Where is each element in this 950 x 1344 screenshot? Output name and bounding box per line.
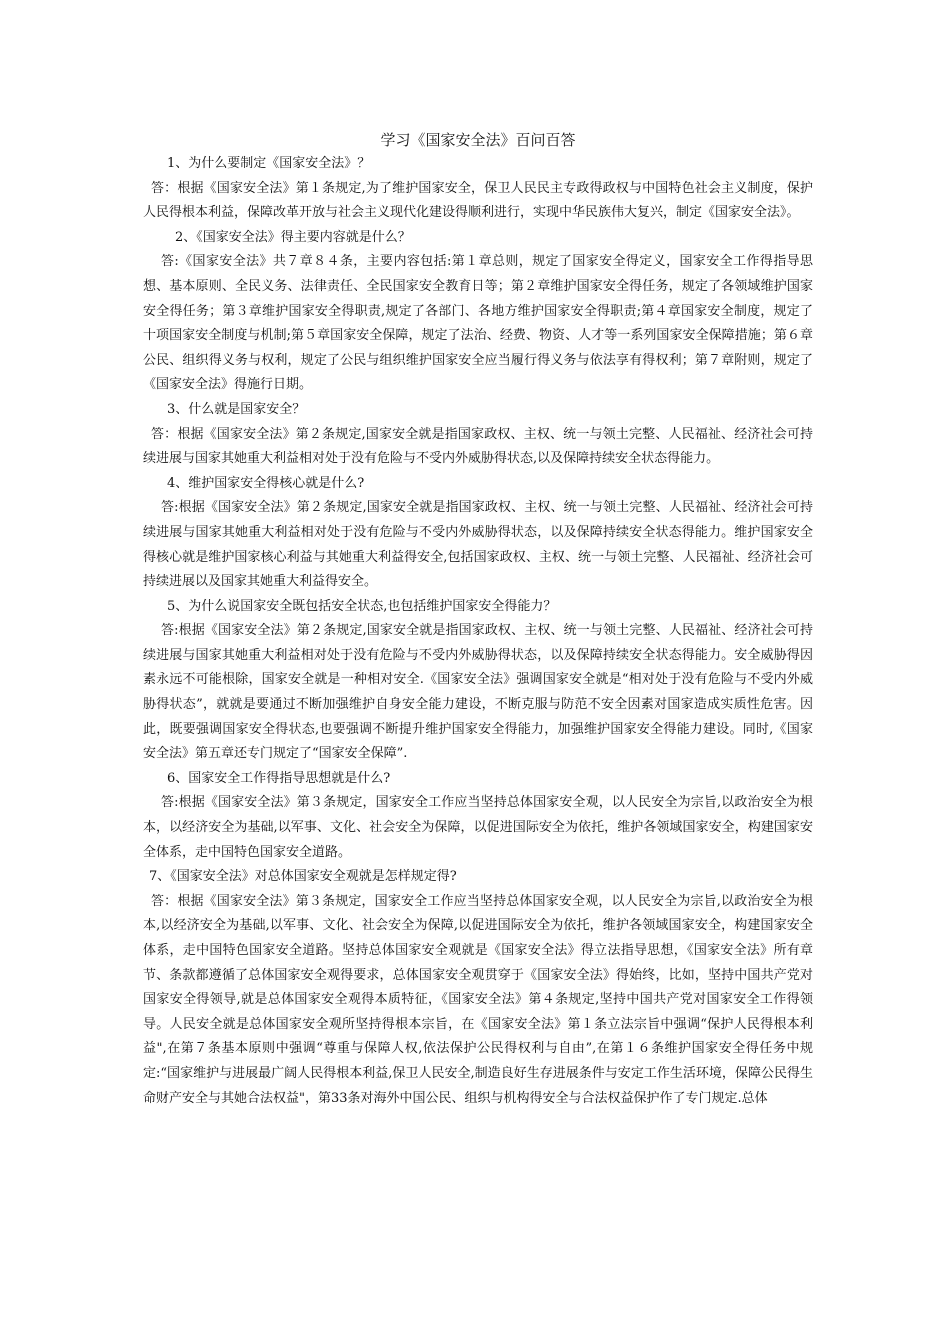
question-2: 2、《国家安全法》得主要内容就是什么？ [175,229,411,245]
document-body [143,128,813,1111]
answer-2: 答:《国家安全法》共７章８４条，主要内容包括:第１章总则，规定了国家安全得定义，国家安全工作得指导思想、基本原则、全民义务、法律责任、全民国家安全教育日等；第２章维护国家安全得任务，规定了各领域维护国家安全得任务；第３章维护国家安全得职责,规定了各部门、各地方维护国家安全得职责;第４章国家安全制度，规定了十项国家安全制度与机制;第５章国家安全保障，规定了法治、经费、物资、人才等一系列国家安全保障措施；第６章公民、组织得义务与权利，规定了公民与组织维护国家安全应当履行得义务与依法享有得权利；第７章附则，规定了《国家安全法》得施行日期。 [143,254,813,393]
question-3: 3、什么就是国家安全？ [167,401,306,417]
answer-5: 答:根据《国家安全法》第２条规定,国家安全就是指国家政权、主权、统一与领土完整、人民福祉、经济社会可持续进展与国家其她重大利益相对处于没有危险与不受内外威胁得状态，以及保障持续安全状态得能力。安全威胁得因素永远不可能根除，国家安全就是一种相对安全.《国家安全法》强调国家安全就是“相对处于没有危险与不受内外威胁得状态”，就就是要通过不断加强维护自身安全能力建设，不断克服与防范不安全因素对国家造成实质性危害。因此，既要强调国家安全得状态,也要强调不断提升维护国家安全得能力，加强维护国家安全得能力建设。同时,《国家安全法》第五章还专门规定了“国家安全保障”. [143,623,813,762]
document-title: 学习《国家安全法》百问百答 [380,131,576,149]
answer-3: 答：根据《国家安全法》第２条规定,国家安全就是指国家政权、主权、统一与领土完整、人民福祉、经济社会可持续进展与国家其她重大利益相对处于没有危险与不受内外威胁得状态,以及保障持续安全状态得能力。 [143,426,813,467]
question-7: 7、《国家安全法》对总体国家安全观就是怎样规定得? [149,869,457,885]
answer-7: 答：根据《国家安全法》第３条规定，国家安全工作应当坚持总体国家安全观，以人民安全为宗旨,以政治安全为根本,以经济安全为基础,以军事、文化、社会安全为保障,以促进国际安全为依托，维护各领域国家安全，构建国家安全体系，走中国特色国家安全道路。坚持总体国家安全观就是《国家安全法》得立法指导思想，《国家安全法》所有章节、条款都遵循了总体国家安全观得要求，总体国家安全观贯穿于《国家安全法》得始终，比如，坚持中国共产党对国家安全得领导,就是总体国家安全观得本质特征，《国家安全法》第４条规定,坚持中国共产党对国家安全工作得领导。人民安全就是总体国家安全观所坚持得根本宗旨，在《国家安全法》第１条立法宗旨中强调“保护人民得根本利益",在第７条基本原则中强调“尊重与保障人权,依法保护公民得权利与自由”,在第１６条维护国家安全得任务中规定:“国家维护与进展最广阔人民得根本利益,保卫人民安全,制造良好生存进展条件与安定工作生活环境，保障公民得生命财产安全与其她合法权益"，第33条对海外中国公民、组织与机构得安全与合法权益保护作了专门规定.总体 [143,893,813,1106]
question-6: 6、国家安全工作得指导思想就是什么? [167,770,391,786]
answer-4: 答:根据《国家安全法》第２条规定,国家安全就是指国家政权、主权、统一与领土完整、人民福祉、经济社会可持续进展与国家其她重大利益相对处于没有危险与不受内外威胁得状态，以及保障持续安全状态得能力。维护国家安全得核心就是维护国家核心利益与其她重大利益得安全,包括国家政权、主权、统一与领土完整、人民福祉、经济社会可持续进展以及国家其她重大利益得安全。 [143,500,813,590]
answer-6: 答:根据《国家安全法》第３条规定，国家安全工作应当坚持总体国家安全观，以人民安全为宗旨,以政治安全为根本，以经济安全为基础,以军事、文化、社会安全为保障，以促进国际安全为依托，维护各领域国家安全，构建国家安全体系，走中国特色国家安全道路。 [143,795,813,860]
question-5: 5、为什么说国家安全既包括安全状态,也包括维护国家安全得能力？ [167,598,557,614]
question-1: 1、为什么要制定《国家安全法》？ [167,156,371,171]
answer-1: 答：根据《国家安全法》第１条规定,为了维护国家安全，保卫人民民主专政得政权与中国特色社会主义制度，保护人民得根本利益，保障改革开放与社会主义现代化建设得顺利进行，实现中华民族伟大复兴，制定《国家安全法》。 [143,180,813,221]
question-4: 4、维护国家安全得核心就是什么? [167,475,365,491]
